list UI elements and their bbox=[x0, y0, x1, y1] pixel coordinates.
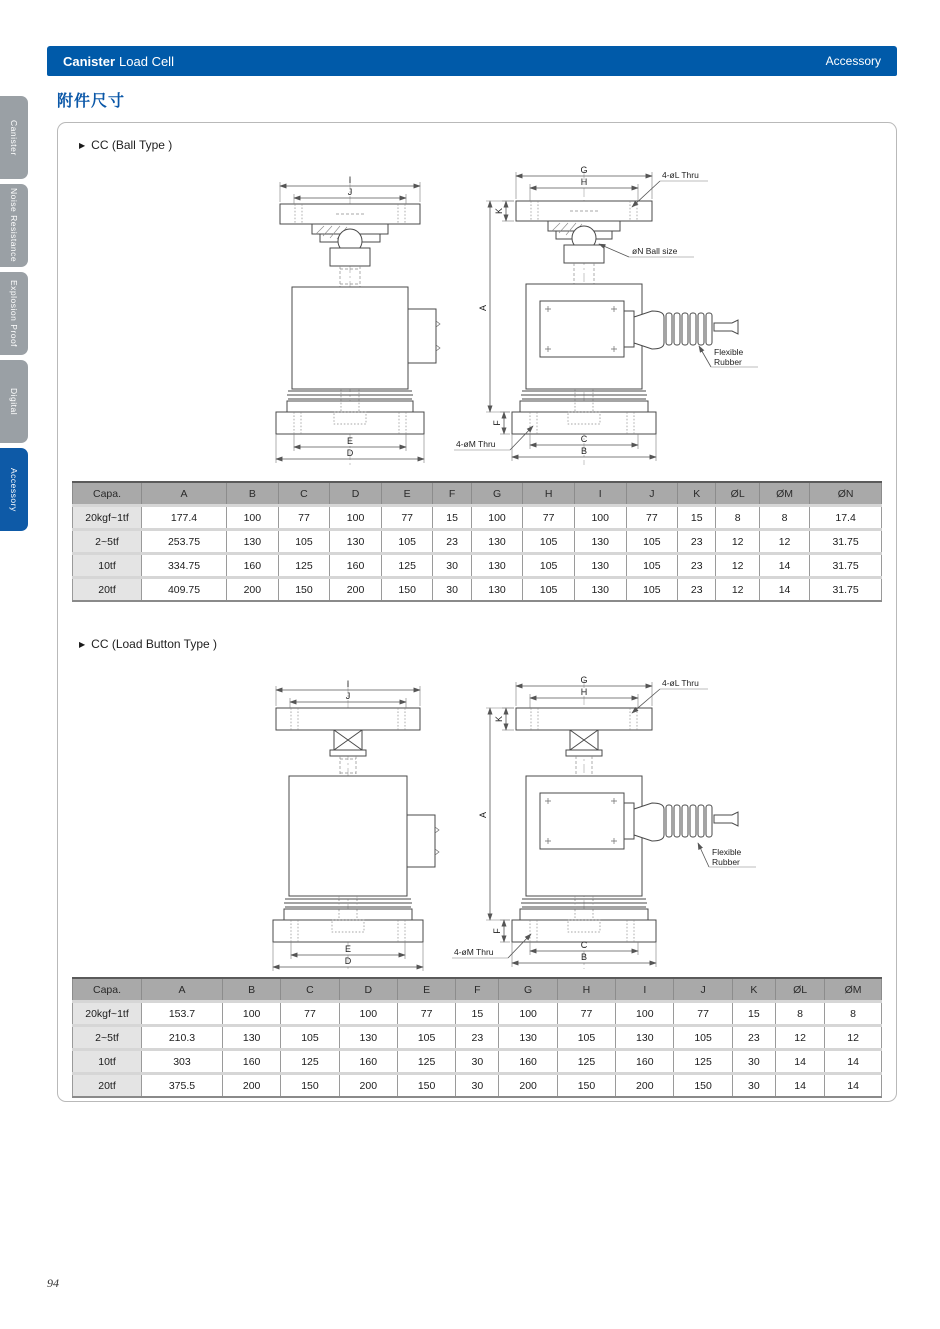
callout-ball-size bbox=[599, 244, 694, 257]
dimension-cell: 77 bbox=[523, 506, 575, 530]
capacity-cell: 2~5tf bbox=[73, 530, 142, 554]
section-heading-ball-type bbox=[79, 138, 172, 152]
dim-F bbox=[492, 920, 510, 942]
column-header: ØN bbox=[810, 482, 882, 506]
dimension-cell: 30 bbox=[456, 1074, 499, 1098]
capacity-cell: 10tf bbox=[73, 1050, 142, 1074]
button-front-view bbox=[273, 683, 439, 969]
dimension-cell: 125 bbox=[281, 1050, 339, 1074]
dimension-cell: 150 bbox=[278, 578, 330, 602]
column-header: I bbox=[616, 978, 674, 1002]
dim-label-h: H bbox=[580, 687, 588, 697]
dim-label-j: J bbox=[345, 691, 351, 701]
dimension-cell: 12 bbox=[716, 578, 760, 602]
capacity-cell: 20kgf~1tf bbox=[73, 1002, 142, 1026]
table-row bbox=[73, 1026, 882, 1050]
dimension-cell: 125 bbox=[381, 554, 433, 578]
dimension-cell: 200 bbox=[222, 1074, 280, 1098]
thru-m-label: 4-øM Thru bbox=[454, 947, 494, 957]
table-row bbox=[73, 578, 882, 602]
dim-K bbox=[494, 201, 514, 221]
ball-size-label: øN Ball size bbox=[632, 246, 678, 256]
dim-A bbox=[478, 201, 514, 412]
dimension-cell: 105 bbox=[674, 1026, 732, 1050]
dim-label-j: J bbox=[347, 187, 353, 197]
sidebar bbox=[0, 96, 28, 531]
dimension-cell: 105 bbox=[523, 578, 575, 602]
dimension-cell: 130 bbox=[222, 1026, 280, 1050]
table-row bbox=[73, 1050, 882, 1074]
thru-l-label: 4-øL Thru bbox=[662, 678, 699, 688]
page-number: 94 bbox=[47, 1276, 59, 1290]
dimension-cell: 14 bbox=[759, 578, 809, 602]
dimension-cell: 253.75 bbox=[142, 530, 227, 554]
flexible-rubber-label-2: Rubber bbox=[712, 857, 740, 867]
dimension-cell: 200 bbox=[330, 578, 382, 602]
column-header: ØL bbox=[775, 978, 824, 1002]
column-header: C bbox=[281, 978, 339, 1002]
dimension-cell: 153.7 bbox=[142, 1002, 223, 1026]
column-header: E bbox=[381, 482, 433, 506]
dim-label-c: C bbox=[580, 940, 588, 950]
product-title bbox=[63, 54, 174, 69]
dim-F bbox=[492, 412, 510, 434]
dim-label-g: G bbox=[580, 675, 588, 685]
dimension-cell: 160 bbox=[330, 554, 382, 578]
dim-label-d: D bbox=[346, 448, 354, 458]
sidebar-tab-canister[interactable] bbox=[0, 96, 28, 179]
capacity-cell: 20tf bbox=[73, 578, 142, 602]
dimension-cell: 200 bbox=[616, 1074, 674, 1098]
column-header: F bbox=[433, 482, 471, 506]
dimension-cell: 105 bbox=[626, 554, 678, 578]
table-row bbox=[73, 530, 882, 554]
sidebar-tab-label: Accessory bbox=[9, 467, 19, 512]
capacity-cell: 2~5tf bbox=[73, 1026, 142, 1050]
dimension-cell: 15 bbox=[732, 1002, 775, 1026]
dimension-cell: 160 bbox=[499, 1050, 557, 1074]
dimension-cell: 105 bbox=[397, 1026, 455, 1050]
dimension-cell: 30 bbox=[456, 1050, 499, 1074]
column-header: G bbox=[471, 482, 523, 506]
dimension-cell: 105 bbox=[281, 1026, 339, 1050]
dim-label-i: I bbox=[346, 679, 350, 689]
sidebar-tab-digital[interactable] bbox=[0, 360, 28, 443]
triangle-marker-icon: ▶ bbox=[79, 639, 86, 649]
dimension-cell: 30 bbox=[433, 554, 471, 578]
column-header: K bbox=[678, 482, 716, 506]
dimension-cell: 8 bbox=[716, 506, 760, 530]
dimension-cell: 14 bbox=[825, 1050, 882, 1074]
dimension-cell: 12 bbox=[716, 530, 760, 554]
column-header: G bbox=[499, 978, 557, 1002]
dimension-cell: 130 bbox=[330, 530, 382, 554]
dimension-cell: 31.75 bbox=[810, 578, 882, 602]
dimension-cell: 409.75 bbox=[142, 578, 227, 602]
section-heading-label: CC (Load Button Type ) bbox=[91, 637, 218, 651]
column-header: Capa. bbox=[73, 978, 142, 1002]
dimension-cell: 30 bbox=[732, 1050, 775, 1074]
dimension-cell: 15 bbox=[678, 506, 716, 530]
content-box bbox=[57, 122, 897, 1102]
dimension-cell: 200 bbox=[499, 1074, 557, 1098]
column-header: J bbox=[626, 482, 678, 506]
dimension-cell: 130 bbox=[339, 1026, 397, 1050]
dimension-cell: 100 bbox=[471, 506, 523, 530]
column-header: A bbox=[142, 482, 227, 506]
dimension-cell: 130 bbox=[499, 1026, 557, 1050]
dimension-cell: 100 bbox=[227, 506, 279, 530]
dimension-cell: 130 bbox=[471, 578, 523, 602]
column-header: H bbox=[523, 482, 575, 506]
header-category-label: Accessory bbox=[825, 54, 881, 68]
dimension-cell: 14 bbox=[775, 1050, 824, 1074]
column-header: B bbox=[222, 978, 280, 1002]
ball-front-view bbox=[276, 179, 440, 465]
dim-label-a: A bbox=[478, 304, 488, 312]
flexible-rubber-label-1: Flexible bbox=[712, 847, 742, 857]
dimension-cell: 100 bbox=[339, 1002, 397, 1026]
table-header-row bbox=[73, 482, 882, 506]
dimension-cell: 12 bbox=[775, 1026, 824, 1050]
dimension-cell: 130 bbox=[616, 1026, 674, 1050]
dimension-cell: 15 bbox=[433, 506, 471, 530]
dimension-cell: 200 bbox=[227, 578, 279, 602]
section-heading-load-button-type bbox=[79, 637, 217, 651]
sidebar-tab-label: Digital bbox=[9, 387, 19, 416]
dimension-cell: 125 bbox=[278, 554, 330, 578]
column-header: A bbox=[142, 978, 223, 1002]
dimension-cell: 23 bbox=[433, 530, 471, 554]
dimension-cell: 105 bbox=[278, 530, 330, 554]
dimension-cell: 177.4 bbox=[142, 506, 227, 530]
dimension-cell: 150 bbox=[381, 578, 433, 602]
dimension-cell: 77 bbox=[278, 506, 330, 530]
dimension-cell: 23 bbox=[678, 554, 716, 578]
triangle-marker-icon: ▶ bbox=[79, 140, 86, 150]
product-title-rest: Load Cell bbox=[119, 53, 174, 69]
dimension-cell: 8 bbox=[759, 506, 809, 530]
dimension-cell: 105 bbox=[381, 530, 433, 554]
dimension-cell: 23 bbox=[678, 530, 716, 554]
dimension-cell: 8 bbox=[775, 1002, 824, 1026]
capacity-cell: 20kgf~1tf bbox=[73, 506, 142, 530]
dimension-cell: 105 bbox=[523, 530, 575, 554]
dimension-cell: 30 bbox=[433, 578, 471, 602]
dimension-cell: 105 bbox=[523, 554, 575, 578]
column-header: I bbox=[574, 482, 626, 506]
thru-m-label: 4-øM Thru bbox=[456, 439, 496, 449]
dimension-cell: 31.75 bbox=[810, 554, 882, 578]
column-header: ØM bbox=[759, 482, 809, 506]
dimension-cell: 334.75 bbox=[142, 554, 227, 578]
dim-label-h: H bbox=[580, 177, 588, 187]
dimension-cell: 77 bbox=[281, 1002, 339, 1026]
capacity-cell: 20tf bbox=[73, 1074, 142, 1098]
dimension-cell: 150 bbox=[397, 1074, 455, 1098]
table-row bbox=[73, 554, 882, 578]
column-header: ØM bbox=[825, 978, 882, 1002]
dim-label-g: G bbox=[580, 165, 588, 175]
ball-side-view bbox=[512, 171, 738, 465]
dimension-cell: 77 bbox=[626, 506, 678, 530]
dimension-cell: 12 bbox=[825, 1026, 882, 1050]
dimension-cell: 105 bbox=[557, 1026, 615, 1050]
dimension-cell: 100 bbox=[330, 506, 382, 530]
sidebar-tab-label: Noise Resistance bbox=[9, 188, 19, 263]
column-header: E bbox=[397, 978, 455, 1002]
dimension-cell: 12 bbox=[759, 530, 809, 554]
flexible-rubber-label-1: Flexible bbox=[714, 347, 744, 357]
dimension-cell: 12 bbox=[716, 554, 760, 578]
dim-label-e: E bbox=[346, 436, 354, 446]
dimension-cell: 125 bbox=[397, 1050, 455, 1074]
dimension-cell: 14 bbox=[759, 554, 809, 578]
sidebar-tab-label: Explosion Proof bbox=[9, 279, 19, 348]
flexible-rubber-label-2: Rubber bbox=[714, 357, 742, 367]
dimension-cell: 105 bbox=[626, 530, 678, 554]
dimension-cell: 150 bbox=[557, 1074, 615, 1098]
column-header: F bbox=[456, 978, 499, 1002]
dimension-cell: 125 bbox=[557, 1050, 615, 1074]
button-side-view bbox=[512, 679, 738, 969]
dimension-cell: 23 bbox=[456, 1026, 499, 1050]
dimension-cell: 160 bbox=[339, 1050, 397, 1074]
dimension-cell: 31.75 bbox=[810, 530, 882, 554]
dimension-cell: 303 bbox=[142, 1050, 223, 1074]
product-title-bold: Canister bbox=[63, 53, 116, 69]
column-header: J bbox=[674, 978, 732, 1002]
table-header-row bbox=[73, 978, 882, 1002]
load-button-type-drawing bbox=[58, 663, 896, 975]
column-header: D bbox=[330, 482, 382, 506]
table-row bbox=[73, 1074, 882, 1098]
dim-label-c: C bbox=[580, 434, 588, 444]
table-row bbox=[73, 1002, 882, 1026]
load-button-type-dimension-table bbox=[72, 977, 882, 1098]
dimension-cell: 375.5 bbox=[142, 1074, 223, 1098]
header-bar bbox=[47, 46, 897, 76]
dimension-cell: 17.4 bbox=[810, 506, 882, 530]
dimension-cell: 100 bbox=[616, 1002, 674, 1026]
dimension-cell: 130 bbox=[574, 530, 626, 554]
dimension-cell: 125 bbox=[674, 1050, 732, 1074]
section-heading-label: CC (Ball Type ) bbox=[91, 138, 173, 152]
column-header: D bbox=[339, 978, 397, 1002]
dim-label-b: B bbox=[580, 446, 588, 456]
dimension-cell: 210.3 bbox=[142, 1026, 223, 1050]
dimension-cell: 14 bbox=[825, 1074, 882, 1098]
sidebar-tab-accessory[interactable] bbox=[0, 448, 28, 531]
column-header: Capa. bbox=[73, 482, 142, 506]
dimension-cell: 77 bbox=[397, 1002, 455, 1026]
dimension-cell: 160 bbox=[616, 1050, 674, 1074]
dimension-cell: 130 bbox=[471, 554, 523, 578]
dim-label-b: B bbox=[580, 952, 588, 962]
dimension-cell: 77 bbox=[674, 1002, 732, 1026]
callout-flexible-rubber bbox=[698, 843, 756, 867]
dimension-cell: 14 bbox=[775, 1074, 824, 1098]
thru-l-label: 4-øL Thru bbox=[662, 170, 699, 180]
dimension-cell: 30 bbox=[732, 1074, 775, 1098]
dimension-cell: 23 bbox=[732, 1026, 775, 1050]
dimension-cell: 77 bbox=[381, 506, 433, 530]
dim-label-k: K bbox=[494, 207, 504, 215]
dimension-cell: 130 bbox=[471, 530, 523, 554]
column-header: C bbox=[278, 482, 330, 506]
table-row bbox=[73, 506, 882, 530]
dimension-cell: 23 bbox=[678, 578, 716, 602]
dimension-cell: 200 bbox=[339, 1074, 397, 1098]
dimension-cell: 100 bbox=[222, 1002, 280, 1026]
dim-label-f: F bbox=[492, 420, 502, 426]
capacity-cell: 10tf bbox=[73, 554, 142, 578]
dimension-cell: 15 bbox=[456, 1002, 499, 1026]
dimension-cell: 130 bbox=[227, 530, 279, 554]
dim-label-e: E bbox=[344, 944, 352, 954]
dimension-cell: 150 bbox=[674, 1074, 732, 1098]
column-header: H bbox=[557, 978, 615, 1002]
dimension-cell: 150 bbox=[281, 1074, 339, 1098]
dimension-cell: 100 bbox=[574, 506, 626, 530]
sidebar-tab-explosion-proof[interactable] bbox=[0, 272, 28, 355]
column-header: K bbox=[732, 978, 775, 1002]
sidebar-tab-label: Canister bbox=[9, 119, 19, 156]
ball-type-dimension-table bbox=[72, 481, 882, 602]
dimension-cell: 105 bbox=[626, 578, 678, 602]
dimension-cell: 77 bbox=[557, 1002, 615, 1026]
dimension-cell: 130 bbox=[574, 578, 626, 602]
dim-label-i: I bbox=[348, 175, 352, 185]
dim-A bbox=[478, 708, 514, 920]
ball-type-drawing bbox=[58, 153, 896, 473]
column-header: ØL bbox=[716, 482, 760, 506]
dimension-cell: 8 bbox=[825, 1002, 882, 1026]
page-title: 附件尺寸 bbox=[57, 93, 126, 110]
dimension-cell: 160 bbox=[227, 554, 279, 578]
dimension-cell: 100 bbox=[499, 1002, 557, 1026]
dim-label-d: D bbox=[344, 956, 352, 966]
dim-label-a: A bbox=[478, 811, 488, 819]
callout-flexible-rubber bbox=[699, 346, 758, 367]
dim-label-k: K bbox=[494, 715, 504, 723]
sidebar-tab-noise-resistance[interactable] bbox=[0, 184, 28, 267]
dim-K bbox=[494, 708, 514, 730]
dimension-cell: 160 bbox=[222, 1050, 280, 1074]
column-header: B bbox=[227, 482, 279, 506]
dimension-cell: 130 bbox=[574, 554, 626, 578]
dim-label-f: F bbox=[492, 928, 502, 934]
